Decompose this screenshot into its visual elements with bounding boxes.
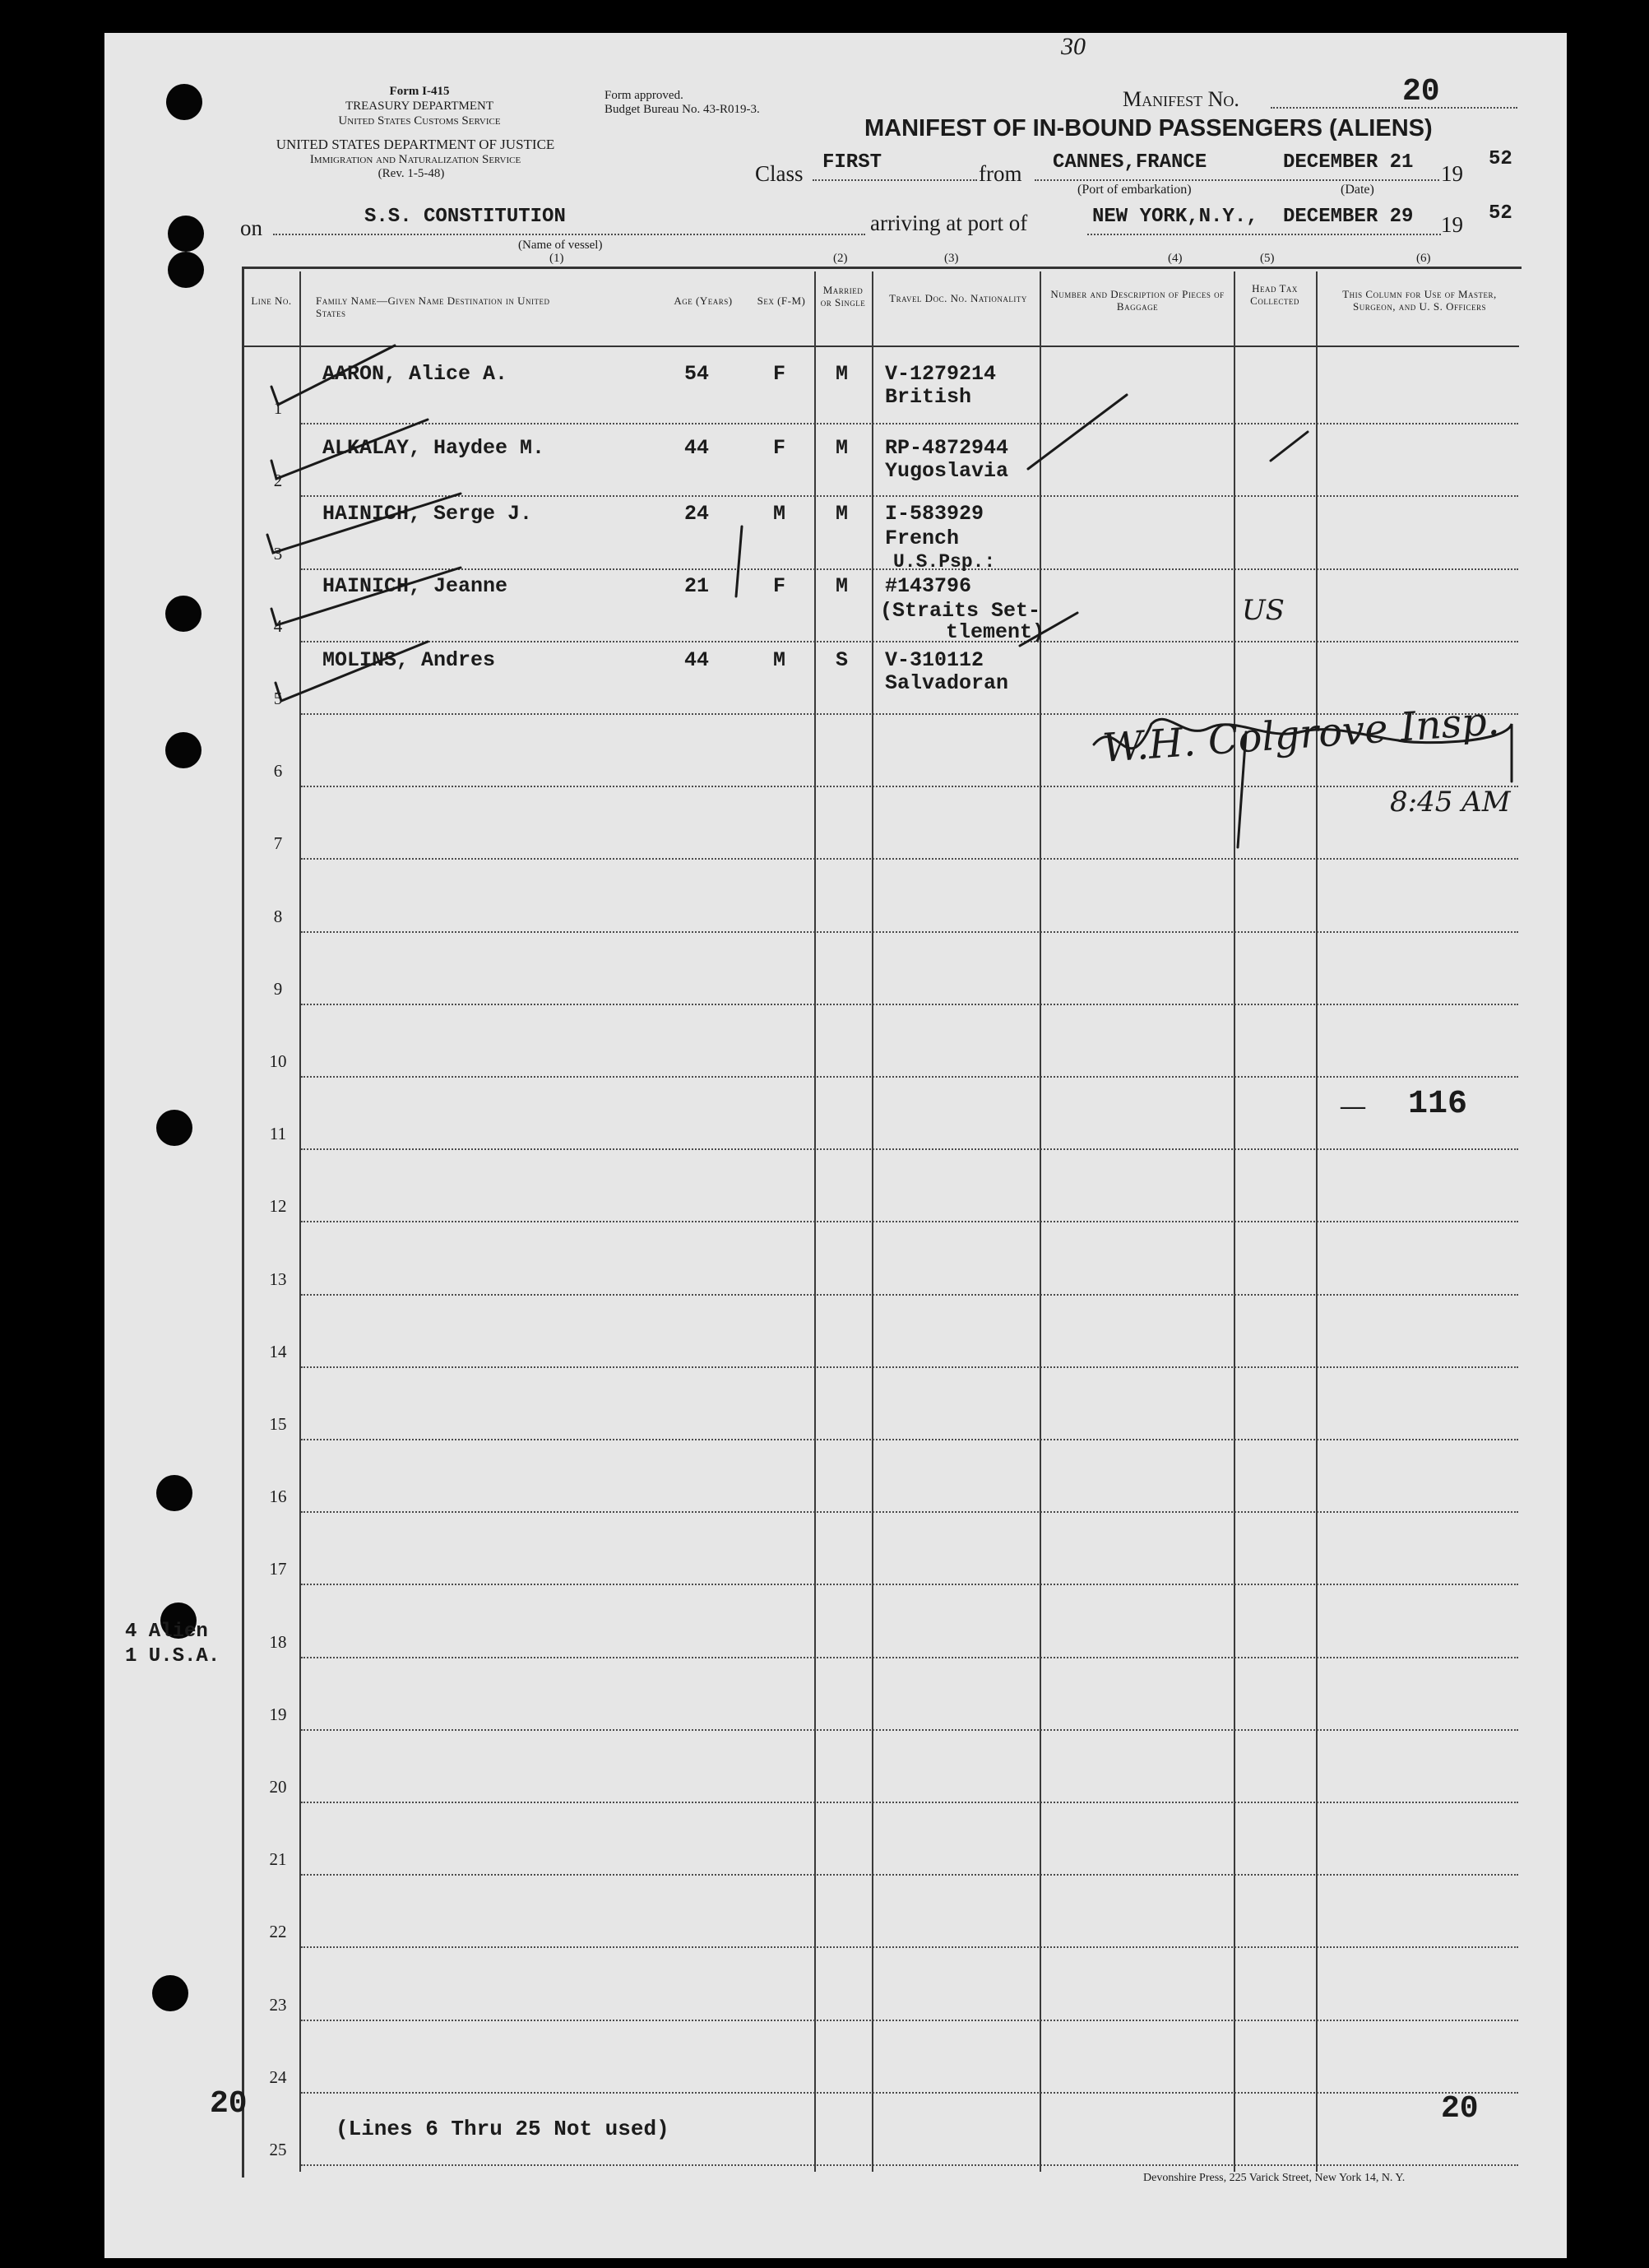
header-travel-doc: Travel Doc. No. Nationality bbox=[889, 292, 1027, 304]
year-prefix-2: 19 bbox=[1441, 212, 1463, 237]
passenger-name: AARON, Alice A. bbox=[322, 362, 508, 386]
line-number: 7 bbox=[273, 833, 283, 854]
ins-service: Immigration and Naturalization Service bbox=[309, 153, 521, 166]
column-number-5: (5) bbox=[1260, 252, 1275, 265]
date-caption: (Date) bbox=[1341, 183, 1374, 197]
nationality: Yugoslavia bbox=[885, 459, 1009, 483]
lines-not-used-note: (Lines 6 Thru 25 Not used) bbox=[336, 2117, 669, 2141]
line-number: 17 bbox=[269, 1559, 287, 1579]
headtax-slash-mark bbox=[1271, 432, 1308, 461]
passport-note: U.S.Psp.: bbox=[893, 551, 996, 573]
printer-credit: Devonshire Press, 225 Varick Street, New York 14, N. Y. bbox=[1143, 2172, 1406, 2184]
form-approved: Form approved. bbox=[604, 89, 683, 102]
line-number: 3 bbox=[273, 543, 283, 564]
customs-service: United States Customs Service bbox=[338, 114, 501, 128]
line-number: 18 bbox=[269, 1631, 287, 1652]
us-handwritten-mark: US bbox=[1242, 594, 1285, 627]
vessel-name: S.S. CONSTITUTION bbox=[364, 206, 566, 228]
column-number-2: (2) bbox=[833, 252, 848, 265]
on-label: on bbox=[240, 216, 262, 240]
arrival-port: NEW YORK,N.Y., bbox=[1092, 206, 1258, 228]
checkmark-icon bbox=[271, 568, 461, 625]
passenger-name: ALKALAY, Haydee M. bbox=[322, 436, 545, 460]
line-number: 23 bbox=[269, 1994, 287, 2015]
treasury-department: TREASURY DEPARTMENT bbox=[345, 100, 494, 113]
alien-count: 4 Alien bbox=[125, 1621, 208, 1643]
passenger-name: HAINICH, Jeanne bbox=[322, 574, 508, 598]
line-number: 24 bbox=[269, 2066, 287, 2087]
age-tick-mark bbox=[736, 526, 742, 596]
right-page-number: 20 bbox=[1441, 2091, 1479, 2127]
passenger-age: 54 bbox=[684, 362, 710, 386]
departure-year: 52 bbox=[1489, 148, 1512, 170]
baggage-slash-mark bbox=[1028, 395, 1127, 469]
manifest-no-label: Manifest No. bbox=[1123, 87, 1239, 111]
line-number: 2 bbox=[273, 471, 283, 491]
header-sex: Sex (F-M) bbox=[757, 295, 806, 307]
passenger-age: 24 bbox=[684, 502, 710, 526]
from-value: CANNES,FRANCE bbox=[1053, 151, 1207, 174]
line-number: 20 bbox=[269, 1777, 287, 1797]
line-number: 22 bbox=[269, 1922, 287, 1942]
usa-count: 1 U.S.A. bbox=[125, 1645, 220, 1667]
year-prefix-1: 19 bbox=[1441, 161, 1463, 186]
passenger-sex: M bbox=[773, 648, 786, 672]
line-number: 13 bbox=[269, 1269, 287, 1289]
header-baggage: Number and Description of Pieces of Baggage bbox=[1050, 288, 1225, 313]
dash-mark: — bbox=[1341, 1092, 1365, 1120]
column-number-4: (4) bbox=[1168, 252, 1183, 265]
nationality: French bbox=[885, 526, 960, 550]
line-number: 5 bbox=[273, 689, 283, 708]
passenger-married: M bbox=[836, 502, 849, 526]
column-number-6: (6) bbox=[1416, 252, 1431, 265]
header-head-tax: Head Tax Collected bbox=[1250, 282, 1299, 307]
passenger-age: 44 bbox=[684, 648, 710, 672]
top-handwritten-number: 30 bbox=[1061, 33, 1086, 60]
arriving-label: arriving at port of bbox=[870, 211, 1028, 235]
department-of-justice: UNITED STATES DEPARTMENT OF JUSTICE bbox=[276, 137, 555, 152]
passenger-age: 21 bbox=[684, 574, 710, 598]
travel-doc-number: V-1279214 bbox=[885, 362, 997, 386]
class-label: Class bbox=[755, 161, 804, 186]
nationality-cont: tlement) bbox=[946, 620, 1045, 644]
travel-doc-number: RP-4872944 bbox=[885, 436, 1009, 460]
budget-bureau: Budget Bureau No. 43-R019-3. bbox=[604, 103, 760, 116]
travel-doc-number: V-310112 bbox=[885, 648, 984, 672]
checkmark-icon bbox=[276, 642, 428, 701]
left-page-number: 20 bbox=[210, 2086, 248, 2122]
passenger-married: M bbox=[836, 362, 849, 386]
line-number: 14 bbox=[269, 1341, 287, 1361]
class-value: FIRST bbox=[822, 151, 882, 174]
manifest-title: MANIFEST OF IN-BOUND PASSENGERS (ALIENS) bbox=[864, 115, 1433, 141]
header-age: Age (Years) bbox=[674, 295, 733, 307]
passenger-name: MOLINS, Andres bbox=[322, 648, 496, 672]
header-family-name: Family Name—Given Name Destination in United States bbox=[316, 295, 550, 319]
line-number: 10 bbox=[269, 1051, 287, 1071]
line-number: 16 bbox=[269, 1486, 287, 1507]
header-line-no: Line No. bbox=[251, 295, 292, 307]
line-number: 12 bbox=[269, 1196, 287, 1217]
baggage-slash-mark bbox=[1020, 613, 1077, 646]
passenger-married: S bbox=[836, 648, 849, 672]
nationality: (Straits Set- bbox=[880, 599, 1041, 623]
checkmark-icon bbox=[271, 420, 428, 479]
passenger-sex: M bbox=[773, 502, 786, 526]
passenger-sex: F bbox=[773, 362, 786, 386]
line-number: 25 bbox=[269, 2140, 287, 2159]
nationality: Salvadoran bbox=[885, 671, 1009, 695]
passenger-sex: F bbox=[773, 436, 786, 460]
travel-doc-number: I-583929 bbox=[885, 502, 984, 526]
checkmark-icon bbox=[271, 346, 395, 405]
line-number: 19 bbox=[269, 1704, 287, 1724]
passenger-name: HAINICH, Serge J. bbox=[322, 502, 533, 526]
stamp-number: 116 bbox=[1408, 1086, 1468, 1123]
line-number: 15 bbox=[269, 1414, 287, 1434]
column-number-3: (3) bbox=[944, 252, 959, 265]
nationality: British bbox=[885, 385, 972, 409]
vessel-column-number: (1) bbox=[549, 252, 564, 265]
line-number: 6 bbox=[273, 761, 283, 782]
arrival-date: DECEMBER 29 bbox=[1283, 206, 1414, 228]
manifest-no-value: 20 bbox=[1402, 74, 1440, 109]
from-label: from bbox=[979, 161, 1022, 186]
arrival-year: 52 bbox=[1489, 202, 1512, 225]
line-number: 8 bbox=[273, 906, 283, 926]
revision: (Rev. 1-5-48) bbox=[378, 167, 445, 180]
embark-caption: (Port of embarkation) bbox=[1077, 183, 1192, 197]
officer-signature: W.H. Colgrove Insp. bbox=[1100, 698, 1501, 772]
time-mark: 8:45 AM bbox=[1390, 786, 1511, 819]
vessel-caption: (Name of vessel) bbox=[518, 239, 603, 252]
departure-date: DECEMBER 21 bbox=[1283, 151, 1414, 174]
passenger-sex: F bbox=[773, 574, 786, 598]
form-number: Form I-415 bbox=[389, 85, 450, 98]
line-number: 9 bbox=[273, 978, 283, 999]
passenger-married: M bbox=[836, 574, 849, 598]
line-number: 4 bbox=[273, 615, 283, 636]
line-number: 11 bbox=[269, 1124, 287, 1144]
line-number: 21 bbox=[269, 1849, 287, 1870]
passenger-age: 44 bbox=[684, 436, 710, 460]
header-married: Married or Single bbox=[820, 284, 866, 308]
travel-doc-number: #143796 bbox=[885, 574, 972, 598]
passenger-married: M bbox=[836, 436, 849, 460]
line-number: 1 bbox=[273, 398, 283, 419]
checkmark-icon bbox=[267, 494, 461, 553]
header-officers: This Column for Use of Master, Surgeon, and U. S. Officers bbox=[1342, 288, 1497, 313]
